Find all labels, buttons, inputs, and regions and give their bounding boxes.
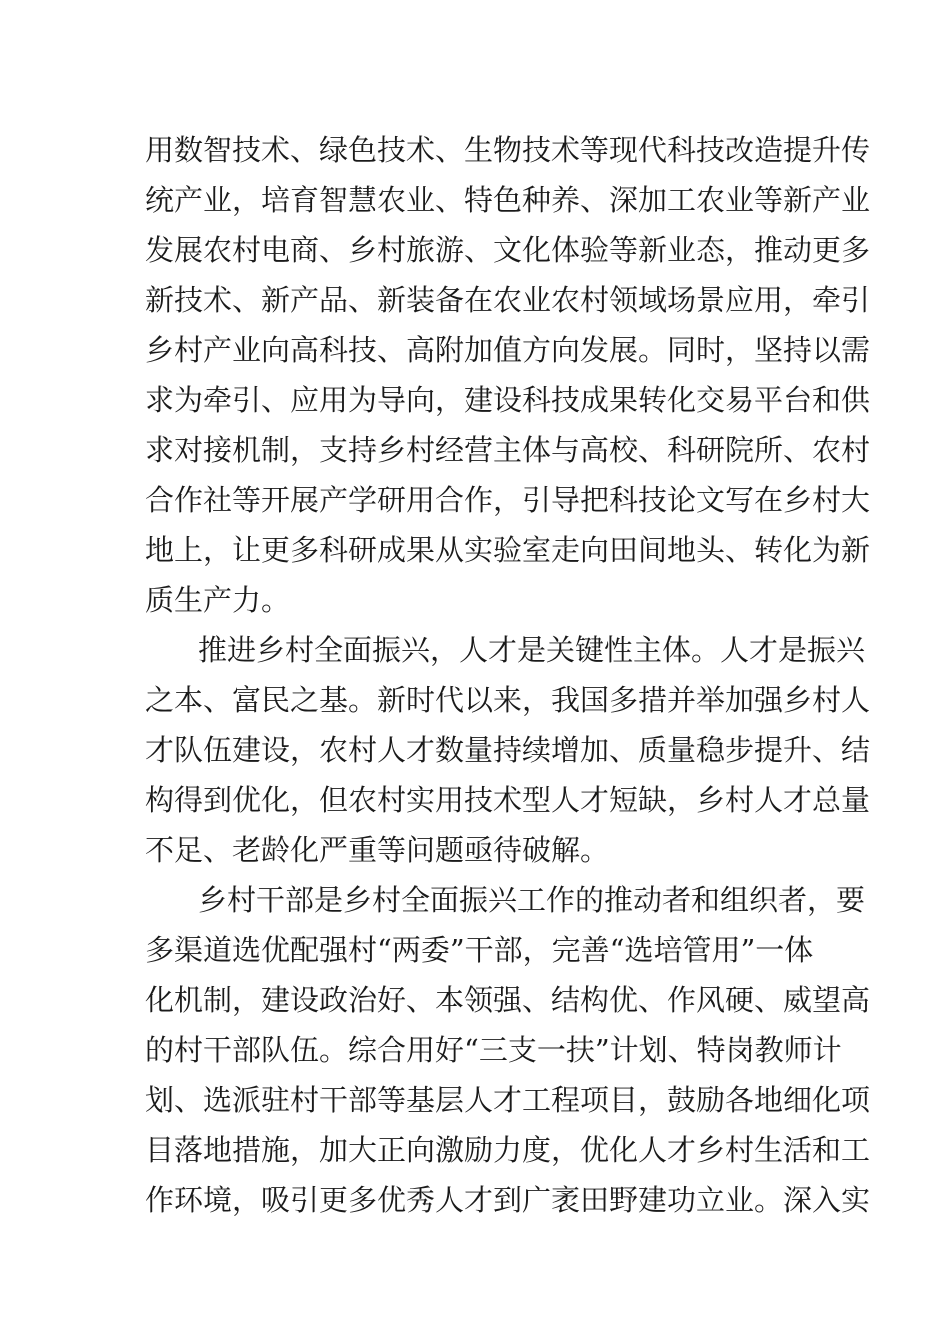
- paragraph-first-line: 推进乡村全面振兴，人才是关键性主体。人才是振兴: [198, 633, 866, 667]
- text-line: 构得到优化，但农村实用技术型人才短缺，乡村人才总量: [145, 783, 871, 817]
- text-line: 目落地措施，加大正向激励力度，优化人才乡村生活和工: [145, 1133, 871, 1167]
- text-line: 之本、富民之基。新时代以来，我国多措并举加强乡村人: [145, 683, 871, 717]
- text-line: 用数智技术、绿色技术、生物技术等现代科技改造提升传: [145, 133, 871, 167]
- text-line: 乡村产业向高科技、高附加值方向发展。同时，坚持以需: [145, 333, 871, 367]
- text-line: 的村干部队伍。综合用好“三支一扶”计划、特岗教师计: [145, 1033, 842, 1067]
- text-line: 不足、老龄化严重等问题亟待破解。: [145, 833, 610, 867]
- text-line: 新技术、新产品、新装备在农业农村领域场景应用，牵引: [145, 283, 871, 317]
- paragraph-first-line: 乡村干部是乡村全面振兴工作的推动者和组织者，要: [198, 883, 866, 917]
- text-line: 才队伍建设，农村人才数量持续增加、质量稳步提升、结: [145, 733, 871, 767]
- text-line: 划、选派驻村干部等基层人才工程项目，鼓励各地细化项: [145, 1083, 871, 1117]
- text-line: 求为牵引、应用为导向，建设科技成果转化交易平台和供: [145, 383, 871, 417]
- text-line: 地上，让更多科研成果从实验室走向田间地头、转化为新: [145, 533, 871, 567]
- text-line: 多渠道选优配强村“两委”干部，完善“选培管用”一体: [145, 933, 814, 967]
- text-line: 合作社等开展产学研用合作，引导把科技论文写在乡村大: [145, 483, 871, 517]
- text-line: 发展农村电商、乡村旅游、文化体验等新业态，推动更多: [145, 233, 871, 267]
- text-line: 求对接机制，支持乡村经营主体与高校、科研院所、农村: [145, 433, 871, 467]
- text-line: 作环境，吸引更多优秀人才到广袤田野建功立业。深入实: [145, 1183, 871, 1217]
- text-line: 质生产力。: [145, 583, 291, 617]
- text-line: 化机制，建设政治好、本领强、结构优、作风硬、威望高: [145, 983, 871, 1017]
- text-line: 统产业，培育智慧农业、特色种养、深加工农业等新产业: [145, 183, 871, 217]
